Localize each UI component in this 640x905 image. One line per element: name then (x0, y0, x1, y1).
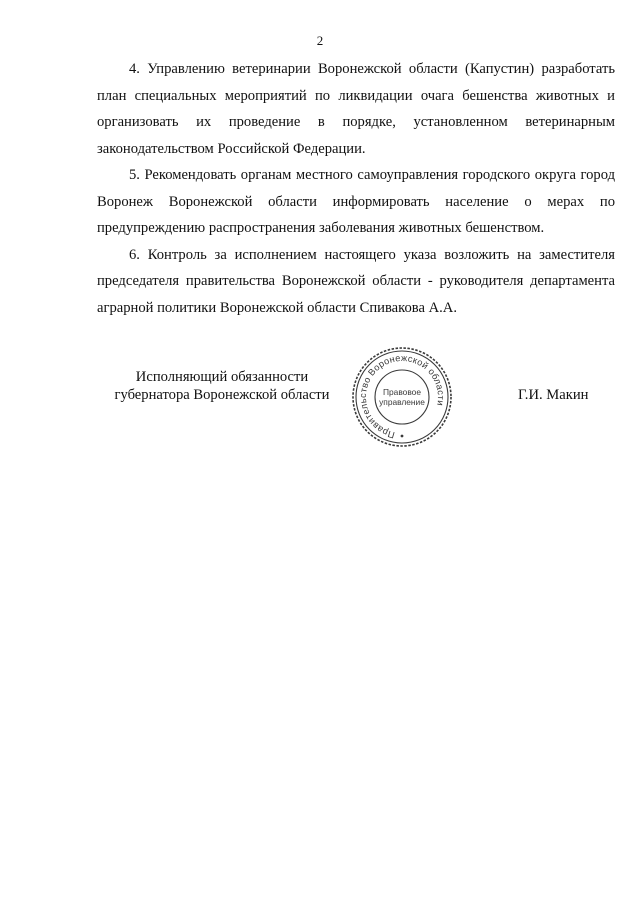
stamp-center-line-2: управление (379, 397, 425, 407)
stamp-center-line-1: Правовое (382, 387, 422, 397)
signer-title-line-2: губернатора Воронежской области (114, 387, 330, 403)
document-body (97, 56, 615, 321)
signer-title (112, 368, 332, 404)
stamp-star-dot (401, 435, 404, 438)
signer-name: Г.И. Макин (518, 387, 589, 403)
stamp-ring-text: Правительство Воронежской области (357, 352, 447, 441)
paragraph-6: 6. Контроль за исполнением настоящего указа возложить на заместителя председателя правительства Воронежской области - руководителя департамента аграрной политики Воронежской области Спивакова А.А. (97, 246, 615, 316)
official-stamp (350, 345, 454, 449)
paragraph-4: 4. Управлению ветеринарии Воронежской области (Капустин) разработать план специальных мероприятий по ликвидации очага бешенства животных и организовать их проведение в порядке, установленном ветеринарным законодательством Российской Федерации. (97, 61, 615, 157)
signer-title-line-1: Исполняющий обязанности (135, 369, 309, 385)
signature-block (0, 352, 640, 468)
paragraph-5: 5. Рекомендовать органам местного самоуправления городского округа город Воронеж Воронежской области информировать население о мерах по предупреждению распространения заболевания животных бешенством. (97, 167, 615, 236)
page-number: 2 (316, 33, 324, 48)
